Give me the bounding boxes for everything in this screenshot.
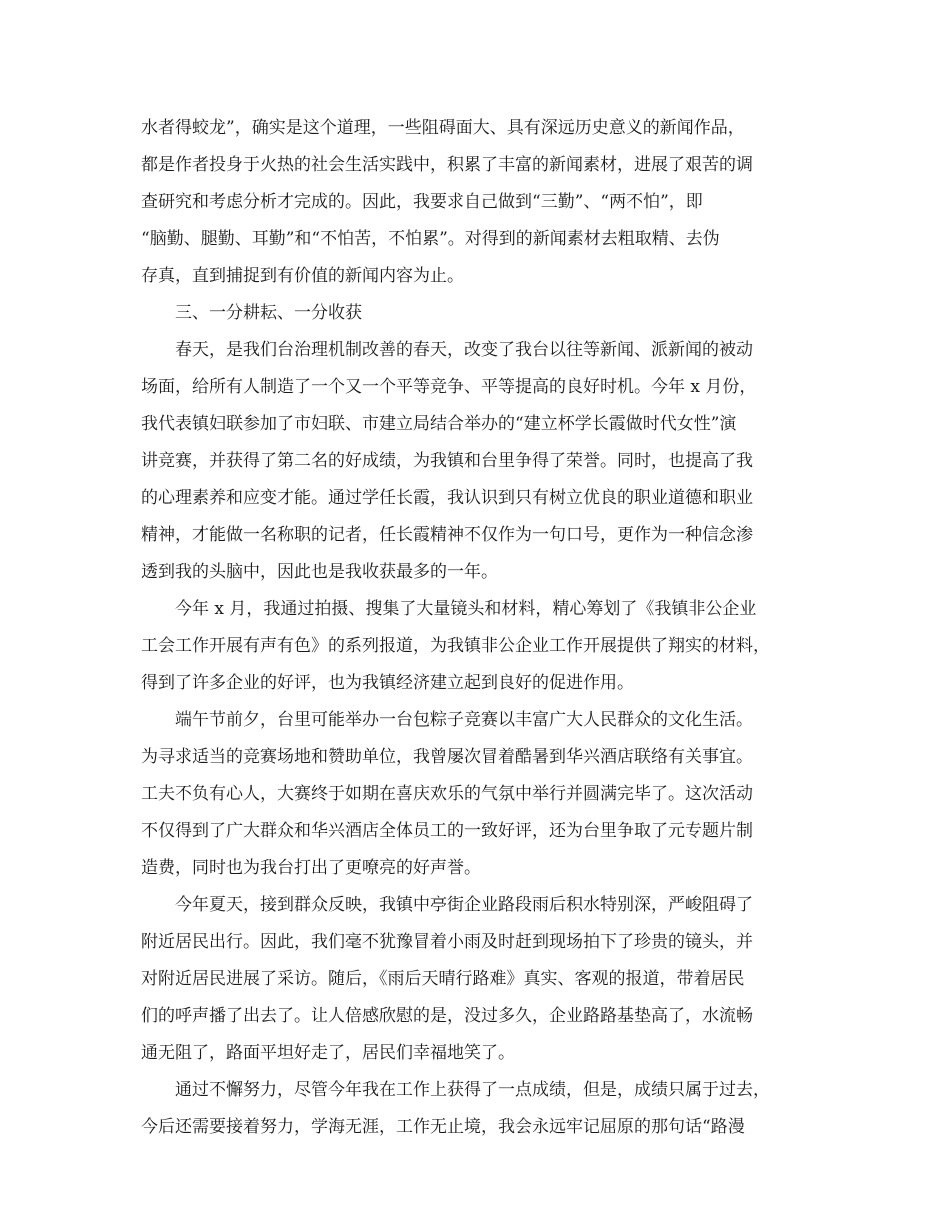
paragraph-line: 附近居民出行。因此，我们毫不犹豫冒着小雨及时赶到现场拍下了珍贵的镜头，并 bbox=[141, 932, 753, 952]
paragraph-line: 端午节前夕，台里可能举办一台包粽子竞赛以丰富广大人民群众的文化生活。 bbox=[175, 710, 753, 730]
paragraph-line: 的心理素养和应变才能。通过学任长霞，我认识到只有树立优良的职业道德和职业 bbox=[141, 488, 753, 508]
paragraph-line: 春天，是我们台治理机制改善的春天，改变了我台以往等新闻、派新闻的被动 bbox=[175, 340, 753, 360]
paragraph-line: 水者得蛟龙”，确实是这个道理，一些阻碍面大、具有深远历史意义的新闻作品， bbox=[141, 118, 745, 138]
paragraph-line: “脑勤、腿勤、耳勤”和“不怕苦，不怕累”。对得到的新闻素材去粗取精、去伪 bbox=[141, 229, 720, 249]
paragraph-line: 们的呼声播了出去了。让人倍感欣慰的是，没过多久，企业路路基垫高了，水流畅 bbox=[141, 1006, 753, 1026]
paragraph-line: 存真，直到捕捉到有价值的新闻内容为止。 bbox=[141, 266, 464, 286]
paragraph-line: 透到我的头脑中，因此也是我收获最多的一年。 bbox=[141, 562, 498, 582]
paragraph-line: 得到了许多企业的好评，也为我镇经济建立起到良好的促进作用。 bbox=[141, 673, 634, 693]
paragraph-line: 查研究和考虑分析才完成的。因此，我要求自己做到“三勤”、“两不怕”，即 bbox=[141, 192, 703, 212]
paragraph-line: 通过不懈努力，尽管今年我在工作上获得了一点成绩，但是，成绩只属于过去， bbox=[175, 1080, 770, 1100]
paragraph-line: 都是作者投身于火热的社会生活实践中，积累了丰富的新闻素材，进展了艰苦的调 bbox=[141, 155, 753, 175]
paragraph-line: 场面，给所有人制造了一个又一个平等竞争、平等提高的良好时机。今年 x 月份， bbox=[141, 377, 757, 397]
paragraph-line: 今年夏天，接到群众反映，我镇中亭街企业路段雨后积水特别深，严峻阻碍了 bbox=[175, 895, 753, 915]
paragraph-line: 造费，同时也为我台打出了更嘹亮的好声誉。 bbox=[141, 858, 481, 878]
paragraph-line: 通无阻了，路面平坦好走了，居民们幸福地笑了。 bbox=[141, 1043, 515, 1063]
paragraph-line: 对附近居民进展了采访。随后，《雨后天晴行路难》真实、客观的报道，带着居民 bbox=[141, 969, 745, 989]
paragraph-line: 讲竞赛，并获得了第二名的好成绩，为我镇和台里争得了荣誉。同时，也提高了我 bbox=[141, 451, 753, 471]
section-heading: 三、一分耕耘、一分收获 bbox=[175, 303, 362, 323]
paragraph-line: 今后还需要接着努力，学海无涯，工作无止境，我会永远牢记屈原的那句话“路漫 bbox=[141, 1117, 745, 1137]
paragraph-line: 我代表镇妇联参加了市妇联、市建立局结合举办的“建立杯学长霞做时代女性”演 bbox=[141, 414, 737, 434]
paragraph-line: 工夫不负有心人，大赛终于如期在喜庆欢乐的气氛中举行并圆满完毕了。这次活动 bbox=[141, 784, 753, 804]
paragraph-line: 今年 x 月，我通过拍摄、搜集了大量镜头和材料，精心筹划了《我镇非公企业 bbox=[175, 599, 757, 619]
paragraph-line: 工会工作开展有声有色》的系列报道，为我镇非公企业工作开展提供了翔实的材料， bbox=[141, 636, 770, 656]
paragraph-line: 精神，才能做一名称职的记者，任长霞精神不仅作为一句口号，更作为一种信念渗 bbox=[141, 525, 753, 545]
paragraph-line: 不仅得到了广大群众和华兴酒店全体员工的一致好评，还为台里争取了元专题片制 bbox=[141, 821, 753, 841]
paragraph-line: 为寻求适当的竞赛场地和赞助单位，我曾屡次冒着酷暑到华兴酒店联络有关事宜。 bbox=[141, 747, 753, 767]
